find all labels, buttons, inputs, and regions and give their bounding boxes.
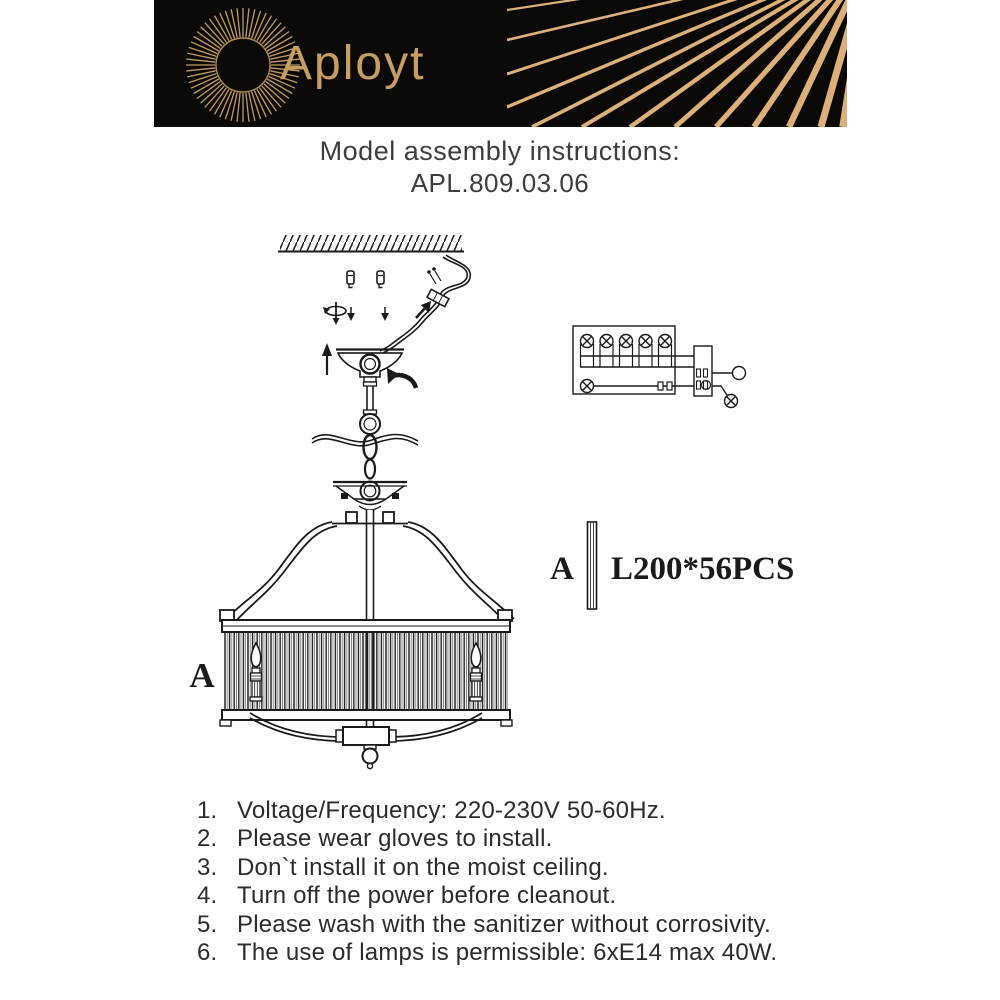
lamp-symbol <box>659 335 672 348</box>
glass-rods <box>224 632 508 710</box>
list-item <box>197 911 877 939</box>
lift-arrow-icon <box>322 343 332 375</box>
list-item <box>197 825 877 853</box>
wiring-diagram <box>573 326 746 408</box>
rotate-icon <box>323 302 346 325</box>
callout-label-a: A <box>550 551 574 587</box>
page-title: Model assembly instructions: <box>319 136 681 166</box>
shade-drum <box>220 610 512 726</box>
item-number: 6. <box>197 939 218 967</box>
top-cap <box>333 482 407 510</box>
glass-rod-sample <box>588 522 597 609</box>
screw-icon <box>381 307 389 321</box>
zone-label-a: A <box>189 656 215 695</box>
screw-icon <box>347 307 355 321</box>
wall-anchor-icon <box>347 271 354 288</box>
lamp-symbol <box>581 380 594 393</box>
candle-bulb-left <box>250 643 262 701</box>
wall-anchor-icon <box>377 271 384 288</box>
item-number: 1. <box>197 797 218 824</box>
instruction-list <box>197 797 877 967</box>
list-item <box>197 939 877 967</box>
lamp-symbol <box>620 335 633 348</box>
title-block <box>0 136 1000 198</box>
item-text: Don`t install it on the moist ceiling. <box>237 853 609 881</box>
item-text: Please wash with the sanitizer without corrosivity. <box>237 910 771 938</box>
item-number: 3. <box>197 853 218 881</box>
center-hub <box>336 727 396 745</box>
item-number: 4. <box>197 882 218 910</box>
ceiling-hatch <box>278 235 464 252</box>
lamp-symbol <box>581 335 594 348</box>
candle-bulb-right <box>470 643 482 701</box>
part-callout <box>550 522 794 609</box>
assembly-diagram <box>150 210 800 790</box>
item-text: Voltage/Frequency: 220-230V 50-60Hz. <box>237 797 666 824</box>
item-text: The use of lamps is permissible: 6xE14 max 40W. <box>237 939 778 967</box>
hook-arrow-icon <box>387 368 416 388</box>
lamp-symbol <box>725 395 738 408</box>
brand-banner <box>154 0 847 127</box>
list-item <box>197 854 877 882</box>
decorative-rays-icon <box>507 0 847 127</box>
model-number: APL.809.03.06 <box>410 168 590 198</box>
item-text: Please wear gloves to install. <box>237 825 553 853</box>
list-item <box>197 797 877 825</box>
lamp-symbol <box>600 335 613 348</box>
junction-circle <box>733 367 746 380</box>
item-text: Turn off the power before cleanout. <box>237 882 617 910</box>
item-number: 5. <box>197 910 218 938</box>
finial <box>363 745 378 769</box>
list-item <box>197 882 877 910</box>
lamp-symbol <box>639 335 652 348</box>
item-number: 2. <box>197 825 218 853</box>
rod-spec-text: L200*56PCS <box>611 551 795 587</box>
brand-logo-text: Aployt <box>280 37 426 90</box>
